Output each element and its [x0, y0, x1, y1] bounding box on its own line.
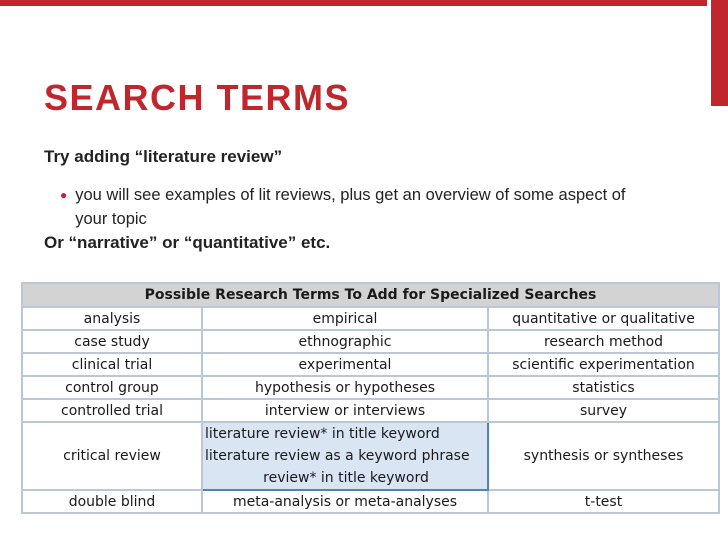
table-cell: survey [488, 399, 719, 422]
keyword-line: review* in title keyword [263, 470, 429, 486]
table-row [22, 376, 719, 399]
table-row [22, 490, 719, 513]
table-row [22, 399, 719, 422]
highlighted-keyword-cell [202, 422, 488, 490]
table-cell: meta-analysis or meta-analyses [202, 490, 488, 513]
keyword-line: literature review as a keyword phrase [205, 448, 470, 464]
table-row [22, 330, 719, 353]
table-cell: t-test [488, 490, 719, 513]
table-cell: empirical [202, 307, 488, 330]
table-cell: experimental [202, 353, 488, 376]
table-row-critical-review [22, 422, 719, 490]
bullet-item [60, 183, 630, 231]
top-accent-rule [0, 0, 707, 6]
table-cell: critical review [22, 422, 202, 490]
research-terms-table [21, 282, 720, 514]
table-cell: controlled trial [22, 399, 202, 422]
table-cell: control group [22, 376, 202, 399]
side-accent-bar [711, 0, 728, 106]
slide-title: SEARCH TERMS [44, 77, 351, 118]
table-row [22, 307, 719, 330]
table-cell: statistics [488, 376, 719, 399]
bullet-text: you will see examples of lit reviews, plus get an overview of some aspect of your topic [75, 186, 626, 228]
table-cell: double blind [22, 490, 202, 513]
table-cell: quantitative or qualitative [488, 307, 719, 330]
table-cell: case study [22, 330, 202, 353]
table-cell: research method [488, 330, 719, 353]
table-header: Possible Research Terms To Add for Specialized Searches [22, 283, 719, 307]
table-cell: clinical trial [22, 353, 202, 376]
keyword-line: literature review* in title keyword [205, 426, 440, 442]
body-line-narrative: Or “narrative” or “quantitative” etc. [44, 233, 331, 252]
table-row [22, 353, 719, 376]
body-line-literature-review: Try adding “literature review” [44, 147, 283, 166]
bullet-dot-icon: ● [60, 188, 68, 202]
table-cell: hypothesis or hypotheses [202, 376, 488, 399]
table-cell: synthesis or syntheses [488, 422, 719, 490]
table-cell: analysis [22, 307, 202, 330]
table-cell: scientific experimentation [488, 353, 719, 376]
table-cell: ethnographic [202, 330, 488, 353]
table-cell: interview or interviews [202, 399, 488, 422]
